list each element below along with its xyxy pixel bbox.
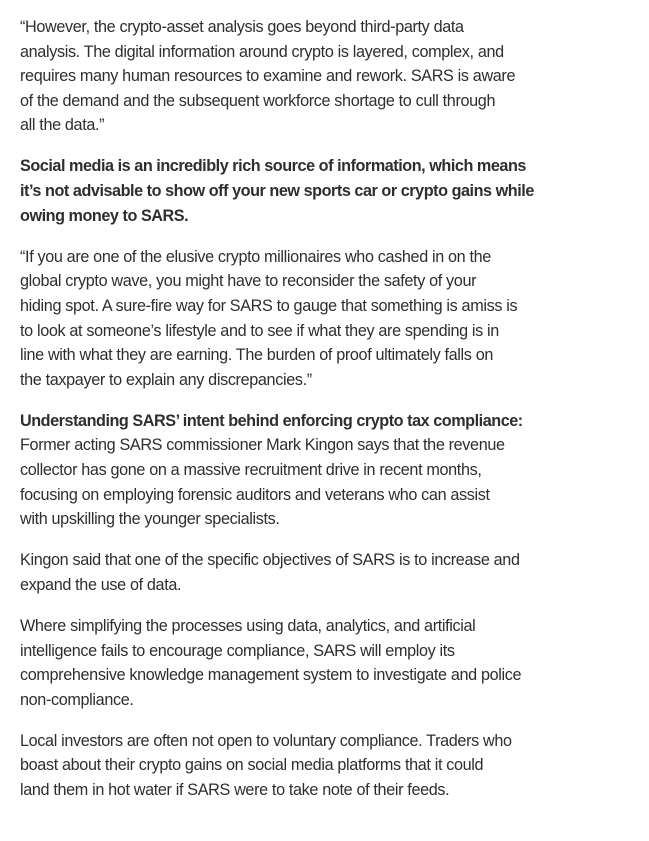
text-line: of the demand and the subsequent workforce shortage to cull through: [20, 91, 496, 110]
text-line: global crypto wave, you might have to reconsider the safety of your: [20, 272, 477, 291]
paragraph-local-investors: [20, 729, 640, 803]
text-line: non-compliance.: [20, 690, 134, 709]
text-line: “However, the crypto-asset analysis goes beyond third-party data: [20, 18, 464, 36]
text-line: with upskilling the younger specialists.: [20, 510, 280, 529]
text-line: land them in hot water if SARS were to take note of their feeds.: [20, 781, 450, 800]
text-line: line with what they are earning. The burden of proof ultimately falls on: [20, 346, 494, 365]
paragraph-sars-intent: [20, 409, 640, 532]
text-line: the taxpayer to explain any discrepancies.”: [20, 370, 312, 389]
text-line: Kingon said that one of the specific objectives of SARS is to increase and: [20, 551, 520, 570]
article-body: [20, 15, 640, 819]
text-line: Former acting SARS commissioner Mark Kingon says that the revenue: [20, 436, 505, 455]
paragraph-kingon-objectives: [20, 548, 640, 597]
text-line: collector has gone on a massive recruitment drive in recent months,: [20, 461, 482, 479]
paragraph-social-media-warning: [20, 154, 640, 228]
text-line: Social media is an incredibly rich source of information, which means: [20, 157, 526, 176]
text-line: “If you are one of the elusive crypto millionaires who cashed in on the: [20, 247, 491, 266]
text-line: requires many human resources to examine and rework. SARS is aware: [20, 67, 516, 86]
section-heading: Understanding SARS’ intent behind enforcing crypto tax compliance:: [20, 411, 523, 430]
text-line: analysis. The digital information around crypto is layered, complex, and: [20, 42, 504, 61]
text-line: hiding spot. A sure-fire way for SARS to gauge that something is amiss is: [20, 296, 518, 315]
paragraph-knowledge-management: [20, 614, 640, 712]
text-line: Where simplifying the processes using data, analytics, and artificial: [20, 616, 476, 635]
text-line: all the data.”: [20, 116, 105, 135]
paragraph-quote-crypto-millionaires: [20, 245, 640, 393]
text-line: boast about their crypto gains on social media platforms that it could: [20, 756, 484, 775]
text-line: it’s not advisable to show off your new sports car or crypto gains while: [20, 182, 534, 201]
text-line: expand the use of data.: [20, 575, 182, 594]
text-line: intelligence fails to encourage compliance, SARS will employ its: [20, 641, 455, 660]
text-line: to look at someone’s lifestyle and to see if what they are spending is in: [20, 321, 499, 340]
paragraph-quote-crypto-analysis: [20, 15, 640, 138]
text-line: focusing on employing forensic auditors and veterans who can assist: [20, 485, 490, 504]
text-line: Local investors are often not open to voluntary compliance. Traders who: [20, 731, 512, 750]
text-line: owing money to SARS.: [20, 206, 189, 225]
text-line: comprehensive knowledge management system to investigate and police: [20, 666, 522, 685]
